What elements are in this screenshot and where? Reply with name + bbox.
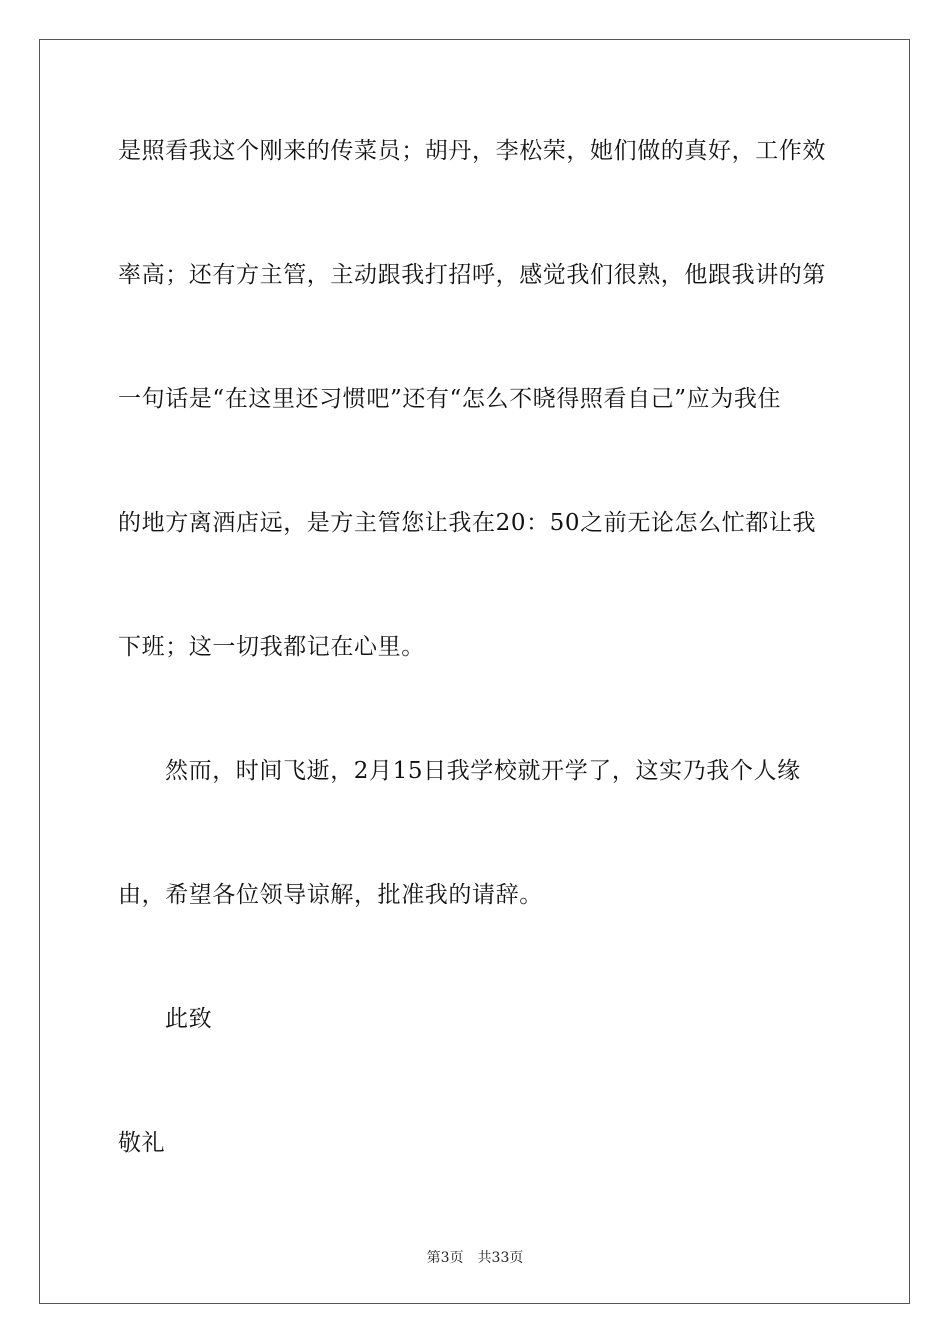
body-line-2: 率高；还有方主管，主动跟我打招呼，感觉我们很熟，他跟我讲的第 bbox=[118, 262, 826, 288]
paragraph-2-line-1: 然而，时间飞逝，2月15日我学校就开学了，这实乃我个人缘 bbox=[165, 758, 801, 784]
page-footer bbox=[0, 1247, 950, 1267]
closing-salutation: 此致 bbox=[165, 1006, 213, 1032]
body-line-5: 下班；这一切我都记在心里。 bbox=[118, 634, 425, 660]
page-border bbox=[39, 39, 910, 1304]
page-number: 第3页 bbox=[426, 1250, 464, 1266]
body-line-1: 是照看我这个刚来的传菜员；胡丹，李松荣，她们做的真好，工作效 bbox=[118, 138, 826, 164]
body-line-3: 一句话是“在这里还习惯吧”还有“怎么不晓得照看自己”应为我住 bbox=[118, 386, 782, 412]
total-pages: 共33页 bbox=[477, 1250, 524, 1266]
paragraph-2-line-2: 由，希望各位领导谅解，批准我的请辞。 bbox=[118, 882, 543, 908]
closing-regards: 敬礼 bbox=[118, 1130, 166, 1156]
body-line-4: 的地方离酒店远，是方主管您让我在20：50之前无论怎么忙都让我 bbox=[118, 510, 817, 536]
